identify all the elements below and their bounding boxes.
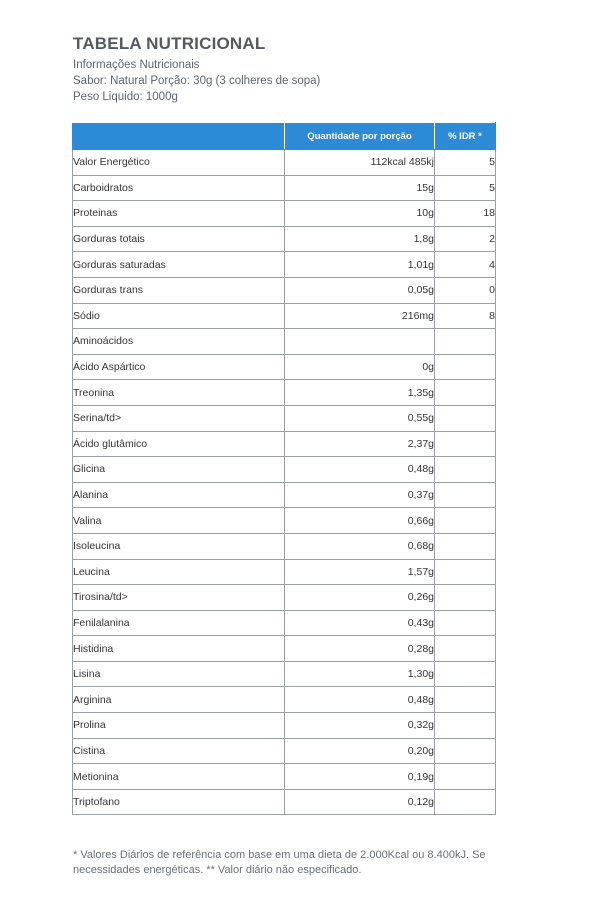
quantity-cell: 0,48g [285, 687, 435, 713]
nutrient-name: Glicina [73, 457, 285, 483]
idr-cell [435, 713, 496, 739]
table-row [73, 764, 496, 790]
table-row [73, 687, 496, 713]
table-row [73, 252, 496, 278]
nutrient-name: Ácido Aspártico [73, 354, 285, 380]
quantity-cell: 1,01g [285, 252, 435, 278]
idr-cell [435, 585, 496, 611]
table-row [73, 405, 496, 431]
quantity-cell [285, 329, 435, 355]
column-header-idr: % IDR * [435, 123, 496, 150]
idr-cell [435, 559, 496, 585]
idr-cell [435, 405, 496, 431]
idr-cell: 5 [435, 175, 496, 201]
quantity-cell: 15g [285, 175, 435, 201]
nutrient-name: Sódio [73, 303, 285, 329]
nutrient-name: Histidina [73, 636, 285, 662]
table-row [73, 789, 496, 815]
page-title: TABELA NUTRICIONAL [73, 34, 266, 53]
nutrition-header [73, 34, 320, 105]
quantity-cell: 0,20g [285, 738, 435, 764]
idr-cell [435, 661, 496, 687]
idr-cell [435, 380, 496, 406]
table-row [73, 482, 496, 508]
quantity-cell: 0g [285, 354, 435, 380]
table-row [73, 277, 496, 303]
idr-cell: 0 [435, 277, 496, 303]
nutrient-name: Serina/td> [73, 405, 285, 431]
table-row [73, 508, 496, 534]
idr-cell: 2 [435, 226, 496, 252]
nutrient-name: Valina [73, 508, 285, 534]
quantity-cell: 0,55g [285, 405, 435, 431]
table-body [73, 150, 496, 815]
table-row [73, 329, 496, 355]
table-row [73, 713, 496, 739]
idr-cell [435, 508, 496, 534]
quantity-cell: 1,57g [285, 559, 435, 585]
table-row [73, 354, 496, 380]
nutrient-name: Isoleucina [73, 533, 285, 559]
table-row [73, 150, 496, 176]
idr-cell [435, 789, 496, 815]
table-row [73, 559, 496, 585]
idr-cell [435, 687, 496, 713]
quantity-cell: 0,66g [285, 508, 435, 534]
table-row [73, 303, 496, 329]
table-header-row [73, 123, 496, 150]
table-row [73, 610, 496, 636]
nutrient-name: Treonina [73, 380, 285, 406]
table-row [73, 201, 496, 227]
idr-cell [435, 533, 496, 559]
table-row [73, 533, 496, 559]
table-row [73, 175, 496, 201]
nutrient-name: Metionina [73, 764, 285, 790]
nutrient-name: Triptofano [73, 789, 285, 815]
nutrient-name: Gorduras saturadas [73, 252, 285, 278]
nutrition-table [72, 122, 496, 815]
idr-cell [435, 738, 496, 764]
flavor-portion-label: Sabor: Natural Porção: 30g (3 colheres de sopa) [73, 75, 321, 87]
nutrient-name: Proteinas [73, 201, 285, 227]
table-row [73, 661, 496, 687]
nutrient-name: Alanina [73, 482, 285, 508]
idr-cell [435, 431, 496, 457]
nutrient-name: Gorduras trans [73, 277, 285, 303]
quantity-cell: 0,19g [285, 764, 435, 790]
quantity-cell: 216mg [285, 303, 435, 329]
quantity-cell: 0,32g [285, 713, 435, 739]
idr-cell [435, 457, 496, 483]
nutrient-name: Valor Energético [73, 150, 285, 176]
nutrient-name: Leucina [73, 559, 285, 585]
nutrient-name: Lisina [73, 661, 285, 687]
footnote [73, 848, 596, 878]
nutrient-name: Aminoácidos [73, 329, 285, 355]
quantity-cell: 1,8g [285, 226, 435, 252]
quantity-cell: 112kcal 485kj [285, 150, 435, 176]
table-row [73, 738, 496, 764]
table-row [73, 585, 496, 611]
quantity-cell: 1,35g [285, 380, 435, 406]
table-row [73, 457, 496, 483]
quantity-cell: 0,05g [285, 277, 435, 303]
nutrient-name: Carboidratos [73, 175, 285, 201]
idr-cell [435, 482, 496, 508]
idr-cell: 4 [435, 252, 496, 278]
quantity-cell: 0,68g [285, 533, 435, 559]
nutrient-name: Cistina [73, 738, 285, 764]
quantity-cell: 0,26g [285, 585, 435, 611]
quantity-cell: 0,43g [285, 610, 435, 636]
column-header-nutrient [73, 123, 285, 150]
nutrient-name: Gorduras totais [73, 226, 285, 252]
idr-cell: 18 [435, 201, 496, 227]
table-row [73, 380, 496, 406]
quantity-cell: 0,37g [285, 482, 435, 508]
column-header-quantity: Quantidade por porção [285, 123, 435, 150]
nutrient-name: Tirosina/td> [73, 585, 285, 611]
idr-cell: 5 [435, 150, 496, 176]
net-weight-label: Peso Liquido: 1000g [73, 91, 178, 103]
idr-cell [435, 329, 496, 355]
quantity-cell: 0,48g [285, 457, 435, 483]
quantity-cell: 0,12g [285, 789, 435, 815]
idr-cell [435, 764, 496, 790]
table-row [73, 431, 496, 457]
idr-cell [435, 354, 496, 380]
quantity-cell: 2,37g [285, 431, 435, 457]
nutrient-name: Ácido glutâmico [73, 431, 285, 457]
nutrient-name: Prolina [73, 713, 285, 739]
table-row [73, 636, 496, 662]
nutrient-name: Fenilalanina [73, 610, 285, 636]
info-label: Informações Nutricionais [73, 59, 200, 71]
footnote-line-1: * Valores Diários de referência com base em uma dieta de 2.000Kcal ou 8.400kJ. Se [73, 849, 486, 861]
quantity-cell: 0,28g [285, 636, 435, 662]
quantity-cell: 1,30g [285, 661, 435, 687]
idr-cell [435, 636, 496, 662]
nutrient-name: Arginina [73, 687, 285, 713]
quantity-cell: 10g [285, 201, 435, 227]
idr-cell [435, 610, 496, 636]
idr-cell: 8 [435, 303, 496, 329]
table-row [73, 226, 496, 252]
footnote-line-2: necessidades energéticas. ** Valor diário não especificado. [73, 864, 362, 876]
